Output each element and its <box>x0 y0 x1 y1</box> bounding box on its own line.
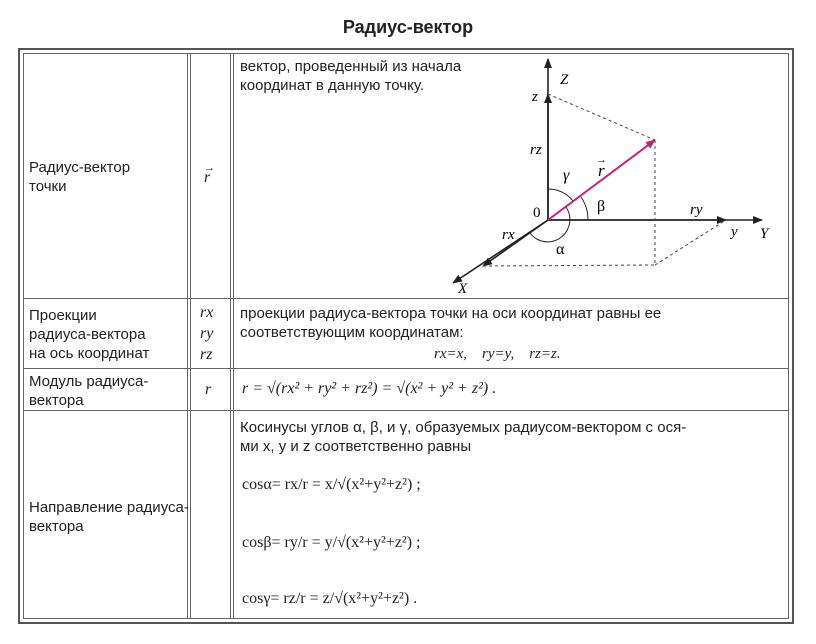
label-r: r <box>598 161 605 180</box>
col-divider <box>190 53 191 619</box>
radius-vector-diagram <box>440 52 780 296</box>
cos-gamma-formula: cosγ= rz/r = z/√(x²+y²+z²) . <box>242 590 418 607</box>
rx-arrow <box>483 220 548 266</box>
row3-formula: r = √(rx² + ry² + rz²) = √(x² + y² + z²) . <box>242 380 497 397</box>
row3-name: Модуль радиуса- вектора <box>29 373 149 409</box>
row1-symbol: → r <box>204 162 215 186</box>
label-ry: ry <box>690 202 703 218</box>
row1-name: Радиус-вектор точки <box>29 159 131 195</box>
row4-name: Направление радиуса- вектора <box>29 499 189 535</box>
row2-formula: rx=x, ry=y, rz=z. <box>434 346 561 362</box>
axis-label-x: X <box>458 281 468 296</box>
axis-label-z: Z <box>560 72 569 88</box>
row2-description: проекции радиуса-вектора точки на оси координат равны ее соответствующим координатам: <box>240 305 662 341</box>
angle-beta-arc <box>581 197 588 220</box>
label-origin: 0 <box>533 205 541 221</box>
cos-alpha-formula: cosα= rx/r = x/√(x²+y²+z²) ; <box>242 476 421 493</box>
row-divider <box>23 410 789 411</box>
row1-description: вектор, проведенный из начала координат в данную точку. <box>240 58 462 94</box>
row-divider <box>23 368 789 369</box>
page-title: Радиус-вектор <box>342 17 474 37</box>
axis-label-y: Y <box>760 226 769 242</box>
angle-label-gamma: γ <box>563 167 570 184</box>
angle-gamma-arc <box>548 189 573 201</box>
angle-label-beta: β <box>597 198 606 215</box>
row2-name: Проекции радиуса-вектора на ось координат <box>29 307 150 362</box>
col-divider <box>230 53 231 619</box>
row4-description: Косинусы углов α, β, и γ, образуемых радиусом-вектором с ося- ми x, y и z соответственно равны <box>240 419 687 455</box>
tick-label-y: y <box>731 224 738 240</box>
angle-label-alpha: α <box>556 241 565 258</box>
col-divider <box>233 53 234 619</box>
cos-beta-formula: cosβ= ry/r = y/√(x²+y²+z²) ; <box>242 534 421 551</box>
row2-symbols: rx ry rz <box>200 304 214 363</box>
tick-label-z: z <box>532 89 538 105</box>
label-r-arrow: → <box>596 154 607 166</box>
row-divider <box>23 298 789 299</box>
row3-symbol: r <box>205 381 212 398</box>
radius-vector-table <box>18 48 794 624</box>
label-rx: rx <box>502 227 515 243</box>
label-rz: rz <box>530 142 542 158</box>
